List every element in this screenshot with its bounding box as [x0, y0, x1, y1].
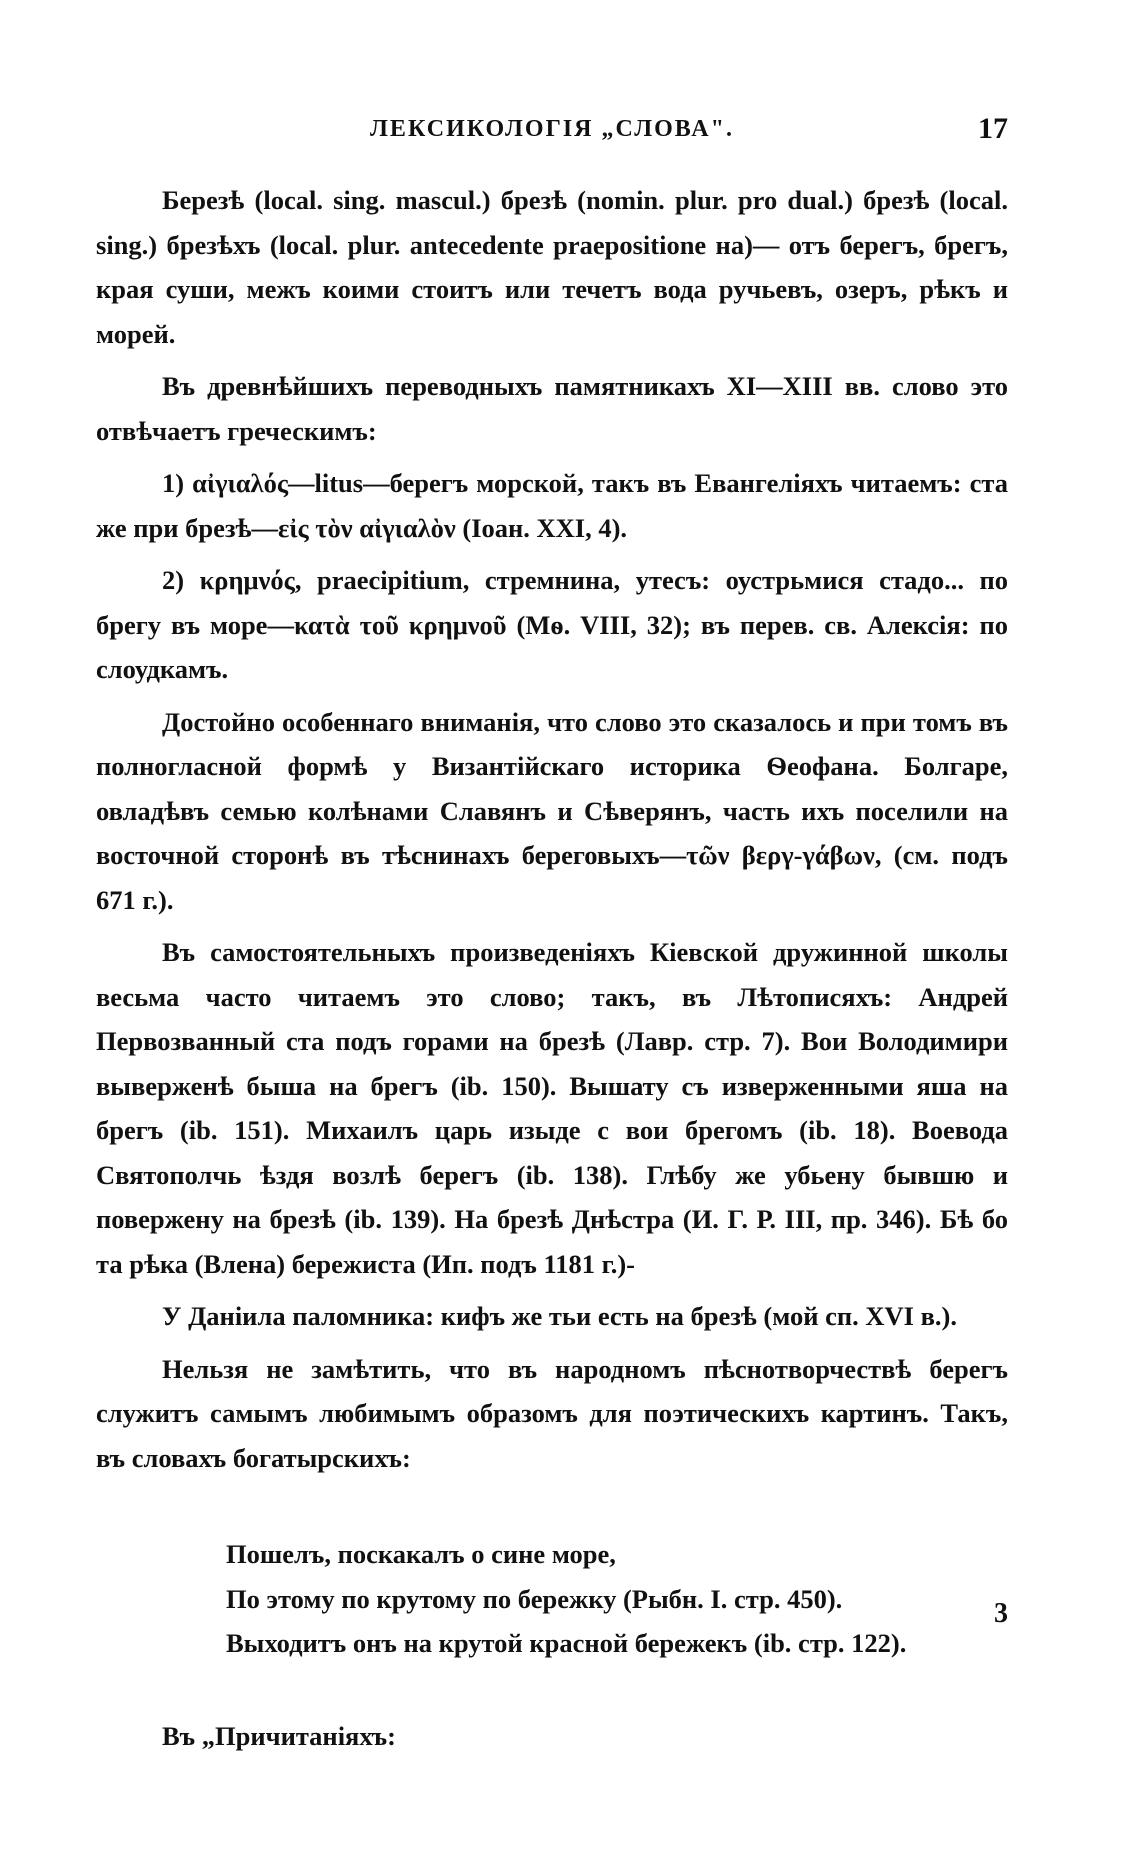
verse-line: По этому по крутому по бережку (Рыбн. I. стр. 450).: [226, 1583, 843, 1614]
verse-line: Выходитъ онъ на крутой красной бережекъ (ib. стр. 122).: [226, 1628, 907, 1658]
paragraph-8: Нельзя не замѣтить, что въ народномъ пѣснотворчествѣ берегъ служитъ самымъ любимымъ образомъ для поэтическихъ картинъ. Такъ, въ словахъ богатырскихъ:: [96, 1353, 1008, 1473]
paragraph-5: Достойно особеннаго вниманія, что слово это сказалось и при томъ въ полногласной формѣ у Византійскаго историка Ѳеофана. Болгаре, овладѣвъ семью колѣнами Славянъ и Сѣверянъ, часть ихъ поселили на восточной сторонѣ въ тѣснинахъ береговыхъ—τῶν βεργ-γάβων, (см. подъ 671 г.).: [96, 706, 1008, 915]
closing-line: Въ „Причитаніяхъ:: [162, 1720, 396, 1751]
paragraph-3: 1) αἰγιαλός—litus—берегъ морской, такъ въ Евангеліяхъ читаемъ: ста же при брезѣ—εἰς τὸν αἰγιαλὸν (Іоан. XXI, 4).: [96, 468, 1008, 543]
signature-mark: 3: [994, 1598, 1008, 1629]
page-body: [96, 178, 1008, 1758]
paragraph-1: Березѣ (local. sing. mascul.) брезѣ (nomin. plur. pro dual.) брезѣ (local. sing.) брезѣхъ (local. plur. antecedente praepositione на)— отъ берегъ, брегъ, края суши, межъ коими стоитъ или течетъ вода ручьевъ, озеръ, рѣкъ и морей.: [96, 185, 1008, 349]
paragraph-4: 2) κρημνός, praecipitium, стремнина, утесъ: оустрьмися стадо... по брегу въ море—κατὰ τοῦ κρημνοῦ (Мѳ. VIII, 32); въ перев. св. Алексія: по слоудкамъ.: [96, 565, 1008, 684]
page-header: [96, 112, 1008, 152]
page-number: 17: [978, 112, 1008, 145]
running-title: ЛЕКСИКОЛОГІЯ „СЛОВА".: [370, 116, 734, 142]
verse-line: Пошелъ, поскакалъ о сине море,: [226, 1539, 616, 1569]
paragraph-6: Въ самостоятельныхъ произведеніяхъ Кіевской дружинной школы весьма часто читаемъ это слово; такъ, въ Лѣтописяхъ: Андрей Первозванный ста подъ горами на брезѣ (Лавр. стр. 7). Вои Володимири выверженѣ быша на брегъ (ib. 150). Вышату съ изверженными яша на брегъ (ib. 151). Михаилъ царь изыде с вои брегомъ (ib. 18). Воевода Святополчь ѣздя возлѣ берегъ (ib. 138). Глѣбу же убьену бывшю и повержену на брезѣ (ib. 139). На брезѣ Днѣстра (И. Г. Р. III, пр. 346). Бѣ бо та рѣка (Влена) бережиста (Ип. подъ 1181 г.)-: [96, 937, 1008, 1279]
verse-quote: [226, 1532, 1008, 1666]
paragraph-2: Въ древнѣйшихъ переводныхъ памятникахъ XI—XIII вв. слово это отвѣчаетъ греческимъ:: [96, 371, 1008, 446]
paragraph-7: У Даніила паломника: кифъ же тьи есть на брезѣ (мой сп. XVI в.).: [162, 1301, 957, 1331]
